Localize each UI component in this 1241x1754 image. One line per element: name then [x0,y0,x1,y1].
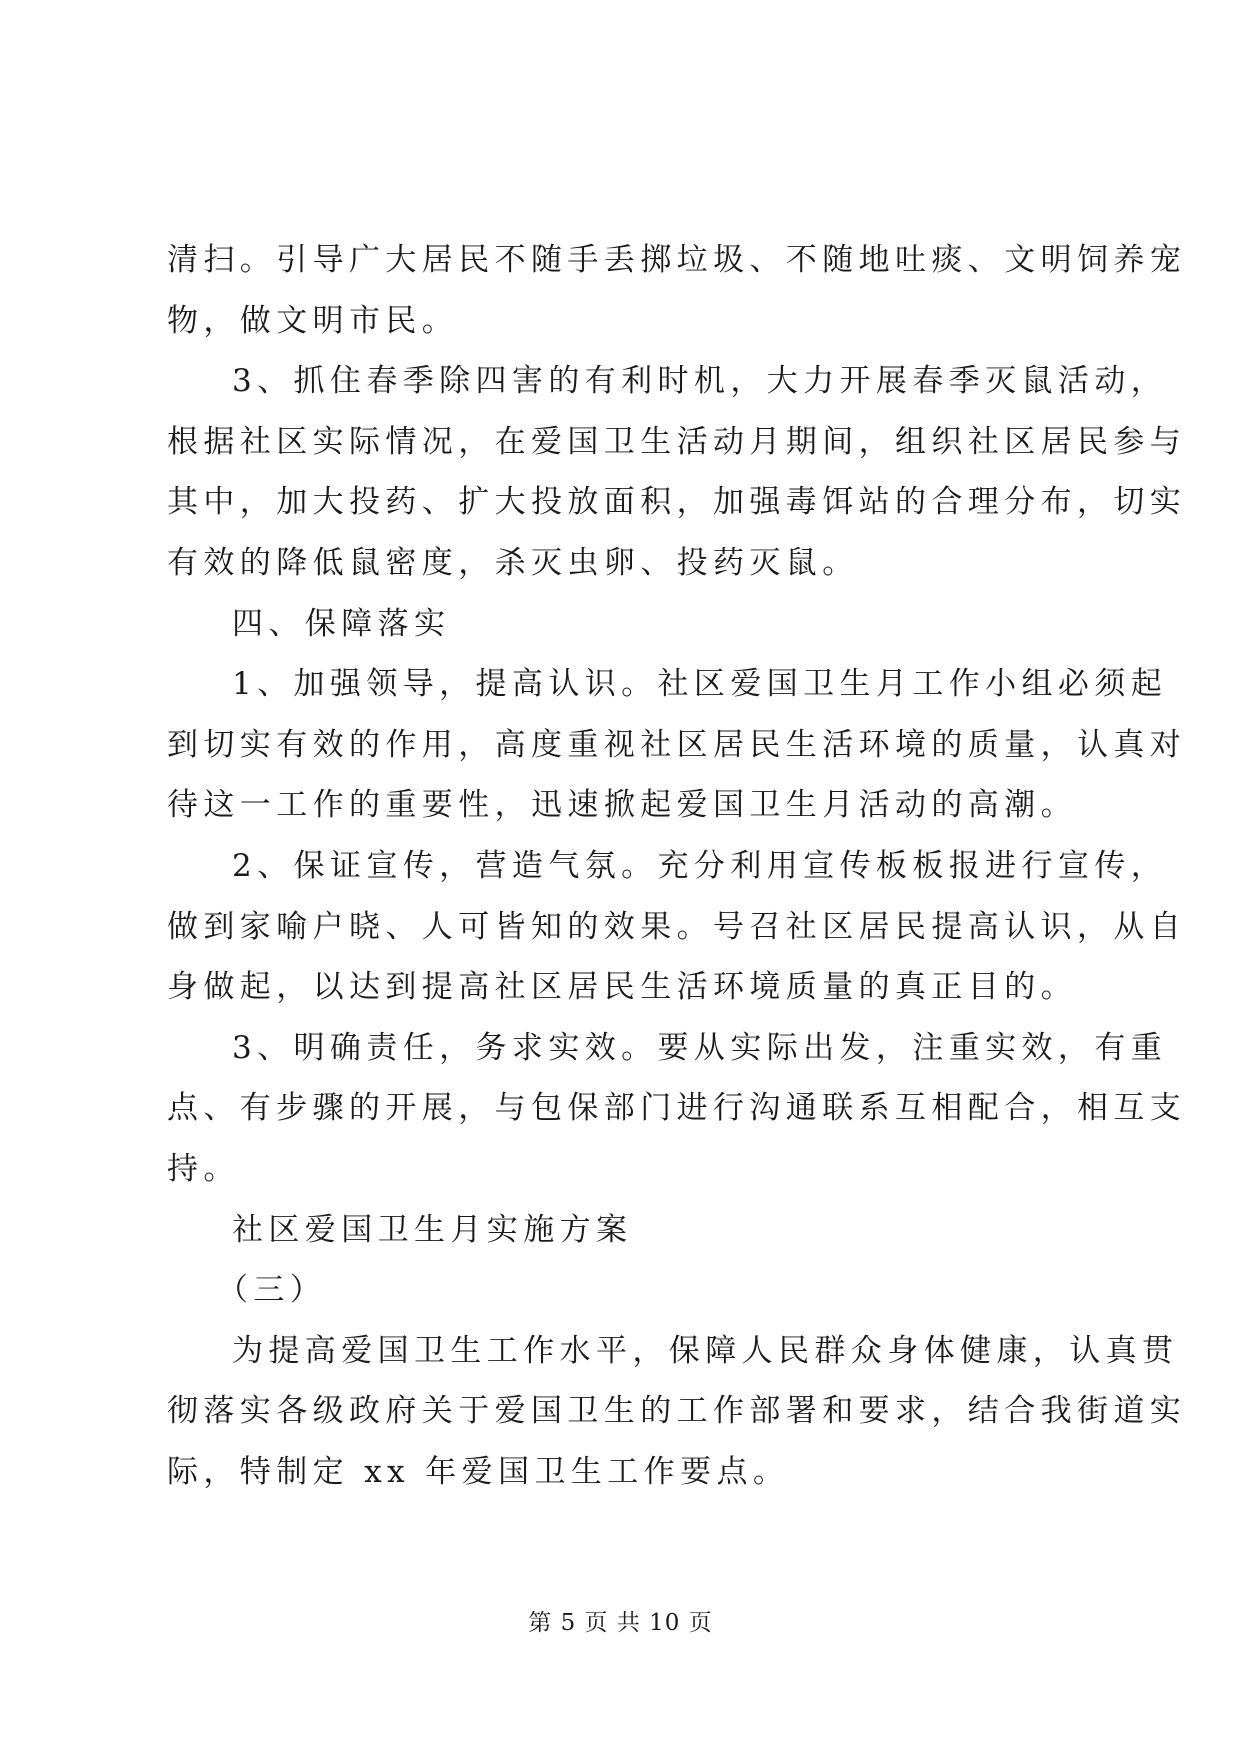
page-number-footer: 第 5 页 共 10 页 [528,1610,713,1636]
text-line: 持。 [167,1150,240,1187]
text-line: 身做起，以达到提高社区居民生活环境质量的真正目的。 [167,969,1077,1006]
text-line: 物，做文明市民。 [167,302,459,339]
text-line: 3、抓住春季除四害的有利时机，大力开展春季灭鼠活动， [232,363,1168,400]
document-body [167,230,1187,1502]
section-heading: 四、保障落实 [232,605,451,642]
text-line: 为提高爱国卫生工作水平，保障人民群众身体健康，认真贯 [232,1332,1179,1369]
text-line: 有效的降低鼠密度，杀灭虫卵、投药灭鼠。 [167,544,859,581]
text-line: 清扫。引导广大居民不随手丢掷垃圾、不随地吐痰、文明饲养宠 [167,242,1187,278]
document-subtitle: 社区爱国卫生月实施方案 [232,1211,633,1248]
text-line: 做到家喻户晓、人可皆知的效果。号召社区居民提高认识，从自 [167,908,1187,945]
text-line: 彻落实各级政府关于爱国卫生的工作部署和要求，结合我街道实 [167,1393,1187,1430]
text-line: 待这一工作的重要性，迅速掀起爱国卫生月活动的高潮。 [167,787,1077,824]
text-line: 2、保证宣传，营造气氛。充分利用宣传板板报进行宣传， [232,847,1168,884]
section-number: （三） [217,1272,327,1309]
text-line: 际，特制定 xx 年爱国卫生工作要点。 [167,1453,790,1490]
text-line: 其中，加大投药、扩大投放面积，加强毒饵站的合理分布，切实 [167,484,1187,521]
text-line: 根据社区实际情况，在爱国卫生活动月期间，组织社区居民参与 [167,423,1187,460]
text-line: 到切实有效的作用，高度重视社区居民生活环境的质量，认真对 [167,726,1187,763]
text-line: 1、加强领导，提高认识。社区爱国卫生月工作小组必须起 [232,666,1168,703]
text-line: 点、有步骤的开展，与包保部门进行沟通联系互相配合，相互支 [167,1090,1187,1127]
text-line: 3、明确责任，务求实效。要从实际出发，注重实效，有重 [232,1029,1168,1066]
